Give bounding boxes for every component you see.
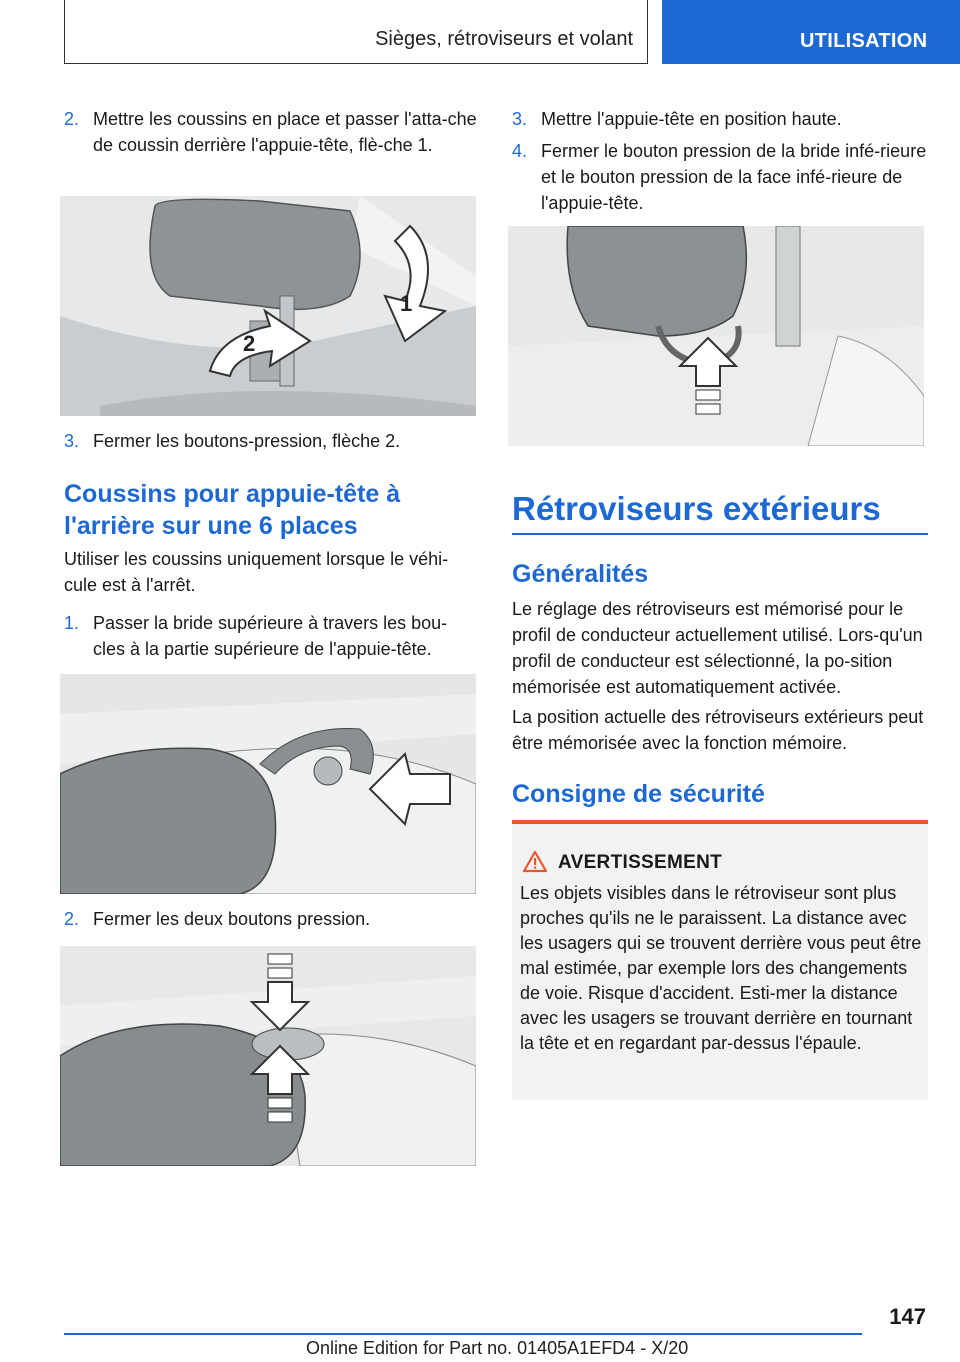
header-chapter-tab: [662, 0, 960, 64]
page-number: 147: [889, 1304, 926, 1329]
step-text: Fermer le bouton pression de la bride infé-rieure et le bouton pression de la face infé-rieure de l'appuie-tête.: [541, 141, 927, 213]
step-3-close: [64, 428, 478, 454]
header-section-box: [64, 0, 648, 64]
section-heading-6-seat: Coussins pour appuie-tête à l'arrière sur une 6 places: [64, 480, 401, 540]
title-underline: [512, 533, 928, 535]
subheading-general: Généralités: [512, 560, 649, 588]
warning-text: Les objets visibles dans le rétroviseur sont plus proches qu'ils ne le paraissent. La distance avec les usagers qui se trouvent derrière vous peut être mal estimée, par exemple lors des changements de voie. Risque d'accident. Esti-mer la distance avec les usagers se trouvant derrière en tournant la tête et en regardant par-dessus l'épaule.: [520, 883, 922, 1053]
chapter-title-mirrors: Rétroviseurs extérieurs: [512, 490, 881, 527]
step-3-raise: [512, 106, 928, 132]
warning-triangle-icon: [522, 850, 548, 878]
step-4-lower-studs: [512, 138, 928, 216]
figure-two-press-studs: [60, 946, 476, 1166]
paragraph-memory-function: La position actuelle des rétroviseurs extérieurs peut être mémorisée avec la fonction mémoire.: [512, 707, 924, 753]
warning-box: [512, 820, 928, 1100]
step-text: Fermer les boutons-pression, flèche 2.: [93, 431, 401, 451]
arrow-label-2: 2: [243, 331, 256, 356]
step-text: Passer la bride supérieure à travers les bou-cles à la partie supérieure de l'appuie-tête.: [93, 613, 448, 659]
step-text: Fermer les deux boutons pression.: [93, 909, 371, 929]
step-number: 3.: [64, 431, 80, 451]
footer-edition: Online Edition for Part no. 01405A1EFD4 - X/20: [306, 1338, 689, 1358]
paragraph-memory-profile: Le réglage des rétroviseurs est mémorisé pour le profil de conducteur actuellement utilisé. Lors-qu'un profil de conducteur est sélectionné, la po-sition mémorisée est automatiquement activée.: [512, 599, 923, 697]
step-number: 4.: [512, 141, 528, 161]
step-1-strap: [64, 610, 478, 662]
step-number: 1.: [64, 613, 80, 633]
step-2-attach: [64, 106, 478, 158]
arrow-label-1: 1: [400, 291, 413, 316]
figure-headrest-attach: [60, 196, 476, 416]
header-chapter-title: UTILISATION: [800, 30, 928, 52]
intro-paragraph: Utiliser les coussins uniquement lorsque le véhi-cule est à l'arrêt.: [64, 549, 449, 595]
warning-title: AVERTISSEMENT: [558, 852, 723, 873]
step-2-close-both: [64, 906, 478, 932]
subheading-safety: Consigne de sécurité: [512, 780, 765, 808]
header-section-title: Sièges, rétroviseurs et volant: [375, 28, 633, 50]
step-number: 2.: [64, 909, 80, 929]
figure-strap-buckle: [60, 674, 476, 894]
step-text: Mettre les coussins en place et passer l'atta-che de coussin derrière l'appuie-tête, flè-che 1.: [93, 109, 477, 155]
footer-rule: [64, 1333, 862, 1335]
step-text: Mettre l'appuie-tête en position haute.: [541, 109, 842, 129]
step-number: 2.: [64, 109, 80, 129]
figure-lower-strap: [508, 226, 924, 446]
step-number: 3.: [512, 109, 528, 129]
